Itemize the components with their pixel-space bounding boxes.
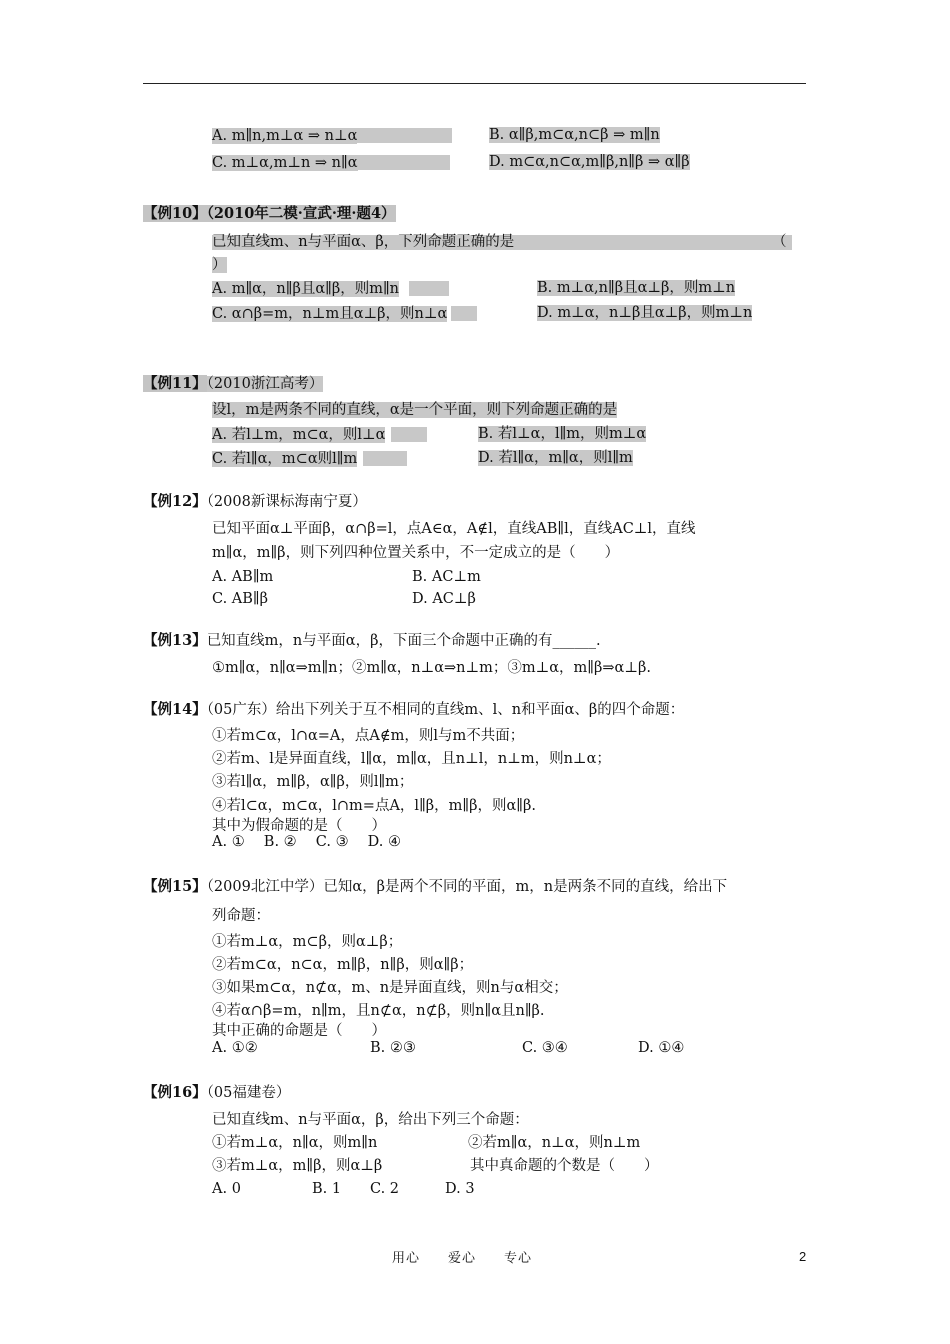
ex15-option-b: B. ②③ <box>370 1040 416 1056</box>
ex12-heading <box>143 495 367 510</box>
ex16-stem: 已知直线m、n与平面α，β，给出下列三个命题： <box>212 1112 529 1128</box>
ex9-option-c <box>212 155 450 170</box>
ex14-heading <box>143 703 684 718</box>
ex10-paren-close: ） <box>212 257 227 273</box>
ex9-option-c-text: C. m⊥α,m⊥n ⇒ n∥α <box>212 154 358 171</box>
ex16-proposition-3: ③若m⊥α，m∥β，则α⊥β <box>212 1158 383 1174</box>
ex16-option-c: C. 2 <box>370 1181 400 1197</box>
ex16-option-a: A. 0 <box>212 1181 241 1197</box>
ex10-option-a <box>212 281 449 296</box>
ex11-heading <box>143 377 323 392</box>
ex10-option-c <box>212 306 477 321</box>
ex15-heading <box>143 880 727 895</box>
highlight-block <box>409 281 449 296</box>
ex10-option-c-text: C. α∩β=m，n⊥m且α⊥β，则n⊥α <box>212 305 448 322</box>
ex11-option-b <box>478 427 646 442</box>
ex12-tag: 【例12】 <box>143 493 207 510</box>
ex15-option-a: A. ①② <box>212 1040 258 1056</box>
ex12-option-c: C. AB∥β <box>212 591 269 607</box>
ex10-tag: 【例10】 <box>143 205 207 222</box>
ex10-stem <box>212 235 792 250</box>
ex10-option-a-text: A. m∥α，n∥β且α∥β，则m∥n <box>212 280 400 297</box>
ex10-option-d <box>537 306 752 321</box>
highlight-block <box>451 306 477 321</box>
ex14-question: 其中为假命题的是（ ） <box>212 818 386 834</box>
ex9-option-d-text: D. m⊂α,n⊂α,m∥β,n∥β ⇒ α∥β <box>489 154 690 170</box>
ex12-stem-line-1: 已知平面α⊥平面β，α∩β=l，点A∈α，A∉l，直线AB∥l，直线AC⊥l，直线 <box>212 521 696 537</box>
ex16-proposition-1: ①若m⊥α，n∥α，则m∥n <box>212 1135 378 1151</box>
ex15-tag: 【例15】 <box>143 878 207 895</box>
ex16-proposition-2: ②若m∥α，n⊥α，则n⊥m <box>468 1135 641 1151</box>
ex15-question: 其中正确的命题是（ ） <box>212 1023 386 1039</box>
ex15-option-c: C. ③④ <box>522 1040 568 1056</box>
ex15-stem-line-2: 列命题： <box>212 908 270 924</box>
ex9-option-d <box>489 155 690 170</box>
ex9-option-b-text: B. α∥β,m⊂α,n⊂β ⇒ m∥n <box>489 127 660 143</box>
ex11-stem-text: 设l，m是两条不同的直线，α是一个平面，则下列命题正确的是 <box>212 402 618 418</box>
ex14-proposition-1: ①若m⊂α，l∩α=A，点A∉m，则l与m不共面； <box>212 728 525 744</box>
ex10-option-b <box>537 281 735 296</box>
ex16-heading <box>143 1086 290 1101</box>
ex13-tag: 【例13】 <box>143 632 207 649</box>
header-rule <box>143 83 806 84</box>
ex16-question: 其中真命题的个数是（ ） <box>470 1158 659 1174</box>
footer-motto: 用心 爱心 专心 <box>392 1251 533 1266</box>
ex11-option-d-text: D. 若l∥α，m∥α，则l∥m <box>478 450 633 466</box>
ex10-source: （2010年二模·宣武·理·题4） <box>206 205 396 222</box>
ex10-heading <box>143 207 396 222</box>
ex10-option-d-text: D. m⊥α，n⊥β且α⊥β，则m⊥n <box>537 305 753 321</box>
ex15-proposition-3: ③如果m⊂α，n⊄α，m、n是异面直线，则n与α相交； <box>212 980 568 996</box>
ex11-tag: 【例11】 <box>143 375 207 392</box>
highlight-block <box>358 155 450 170</box>
ex14-stem: （05广东）给出下列关于互不相同的直线m、l、n和平面α、β的四个命题： <box>206 702 685 718</box>
ex16-source: （05福建卷） <box>206 1085 291 1101</box>
ex12-stem-line-2: m∥α，m∥β，则下列四种位置关系中，不一定成立的是（ ） <box>212 545 620 561</box>
highlight-block <box>357 128 452 143</box>
ex10-stem-text: 已知直线m、n与平面α、β，下列命题正确的是 <box>212 235 772 250</box>
highlight-block <box>363 451 407 466</box>
ex11-option-c-text: C. 若l∥α，m⊂α则l∥m <box>212 450 358 467</box>
ex11-stem <box>212 403 617 418</box>
ex9-option-a-text: A. m∥n,m⊥α ⇒ n⊥α <box>212 127 358 144</box>
page-number: 2 <box>799 1249 807 1264</box>
ex10-paren-close-line <box>212 258 227 273</box>
ex13-stem: 已知直线m，n与平面α，β，下面三个命题中正确的有______. <box>206 633 601 649</box>
ex14-proposition-3: ③若l∥α，m∥β，α∥β，则l∥m； <box>212 774 414 790</box>
ex16-option-b: B. 1 <box>312 1181 342 1197</box>
ex10-paren-open: （ <box>772 235 792 250</box>
ex10-option-b-text: B. m⊥α,n∥β且α⊥β，则m⊥n <box>537 280 736 296</box>
ex15-option-d: D. ①④ <box>638 1040 685 1056</box>
ex11-option-b-text: B. 若l⊥α，l∥m，则m⊥α <box>478 426 647 442</box>
ex11-option-a-text: A. 若l⊥m，m⊂α，则l⊥α <box>212 426 386 443</box>
ex12-option-a: A. AB∥m <box>212 569 274 585</box>
ex9-option-b <box>489 128 660 143</box>
ex15-proposition-2: ②若m⊂α，n⊂α，m∥β，n∥β，则α∥β； <box>212 957 474 973</box>
ex14-options: A. ① B. ② C. ③ D. ④ <box>212 834 402 850</box>
ex13-items: ①m∥α，n∥α⇒m∥n；②m∥α，n⊥α⇒n⊥m；③m⊥α，m∥β⇒α⊥β. <box>212 660 651 676</box>
ex13-heading <box>143 634 601 649</box>
ex14-proposition-4: ④若l⊂α，m⊂α，l∩m=点A，l∥β，m∥β，则α∥β. <box>212 798 536 814</box>
ex11-option-d <box>478 451 633 466</box>
ex11-option-a <box>212 427 427 442</box>
ex12-source: （2008新课标海南宁夏） <box>206 494 367 510</box>
ex15-proposition-1: ①若m⊥α，m⊂β，则α⊥β； <box>212 934 403 950</box>
ex14-proposition-2: ②若m、l是异面直线，l∥α，m∥α，且n⊥l，n⊥m，则n⊥α； <box>212 751 611 767</box>
ex12-option-b: B. AC⊥m <box>412 569 481 585</box>
ex16-option-d: D. 3 <box>445 1181 475 1197</box>
ex15-stem-line-1: （2009北江中学）已知α，β是两个不同的平面，m，n是两条不同的直线，给出下 <box>206 879 728 895</box>
ex14-tag: 【例14】 <box>143 701 207 718</box>
ex15-proposition-4: ④若α∩β=m，n∥m，且n⊄α，n⊄β，则n∥α且n∥β. <box>212 1003 545 1019</box>
ex16-tag: 【例16】 <box>143 1084 207 1101</box>
ex12-option-d: D. AC⊥β <box>412 591 476 607</box>
ex11-source: （2010浙江高考） <box>206 376 324 392</box>
ex9-option-a <box>212 128 452 143</box>
highlight-block <box>391 427 427 442</box>
ex11-option-c <box>212 451 407 466</box>
